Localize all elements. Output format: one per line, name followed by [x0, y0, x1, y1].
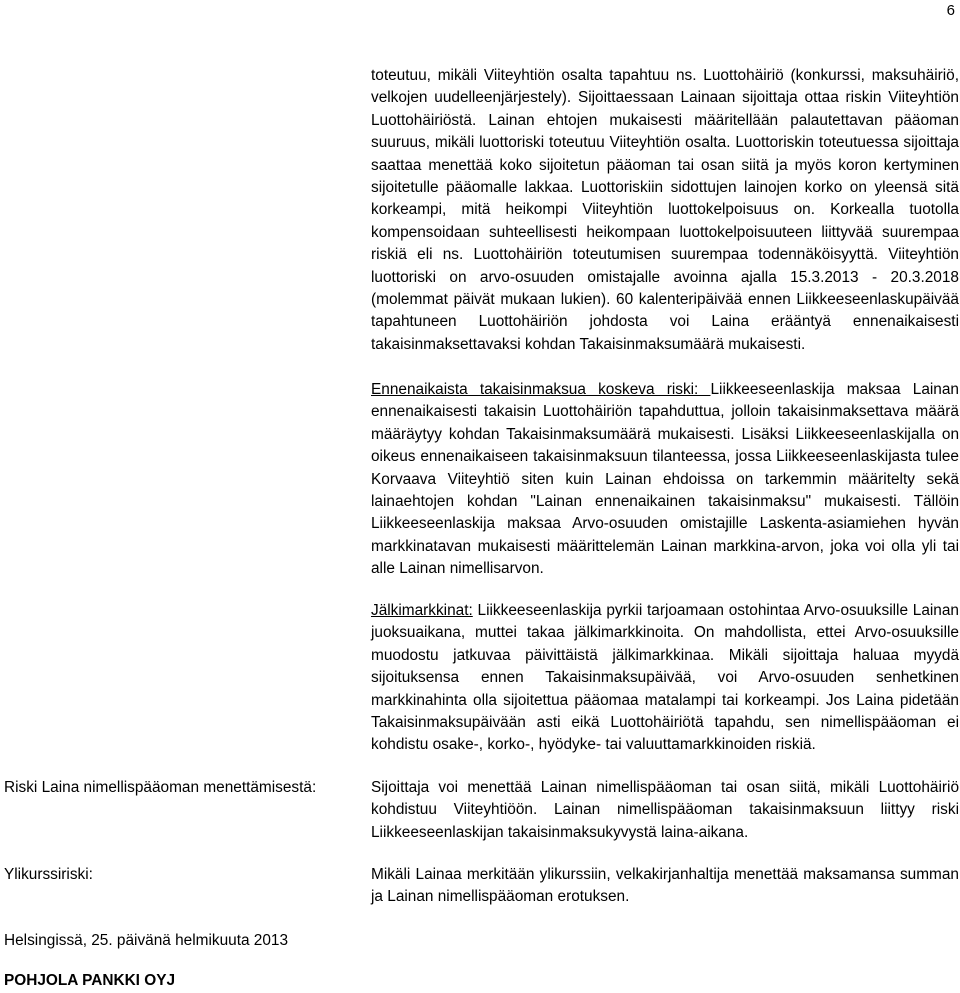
signature-date: Helsingissä, 25. päivänä helmikuuta 2013	[4, 932, 289, 949]
overprice-risk-text: Mikäli Lainaa merkitään ylikurssiin, velkakirjanhaltija menettää maksamansa summan ja Lainan nimellispääoman erotuksen.	[371, 866, 959, 906]
overprice-risk-label: Ylikurssiriski:	[4, 866, 93, 883]
early-repayment-text: Liikkeeseenlaskija maksaa Lainan ennenaikaisesti takaisin Luottohäiriön tapahduttua, jolloin takaisinmaksettava määrä määräytyy kohdan Takaisinmaksumäärä mukaisesti. Lisäksi Liikkeeseenlaskijalla on oikeus ennenaikaiseen takaisinmaksuun tilanteessa, jossa Liikkeeseenlaskijasta tulee Korvaava Viiteyhtiö siten kuin Lainan ehdoissa on tarkemmin määritelty sekä lainaehtojen kohdan "Lainan ennenaikainen takaisinmaksu" mukaisesti. Tällöin Liikkeeseenlaskija maksaa Arvo-osuuden omistajille Laskenta-asiamiehen hyvän markkinatavan mukaisesti määrittelemän Lainan markkina-arvon, joka voi olla yli tai alle Lainan nimellisarvon.	[371, 381, 959, 578]
principal-loss-text: Sijoittaja voi menettää Lainan nimellispääoman tai osan siitä, mikäli Luottohäiriö kohdistuu Viiteyhtiöön. Lainan nimellispääoman takaisinmaksuun liittyy riski Liikkeeseenlaskijan takaisinmaksukyvystä laina-aikana.	[371, 779, 959, 841]
principal-loss-label: Riski Laina nimellispääoman menettämisestä:	[4, 779, 317, 796]
company-name: POHJOLA PANKKI OYJ	[4, 972, 176, 989]
page-number: 6	[946, 2, 955, 19]
paragraph-early-repayment-risk	[371, 379, 959, 581]
paragraph-credit-risk-continuation: toteutuu, mikäli Viiteyhtiön osalta tapahtuu ns. Luottohäiriö (konkurssi, maksuhäiriö, velkojen uudelleenjärjestely). Sijoittaessaan Lainaan sijoittaja ottaa riskin Viiteyhtiön Luottohäiriöstä. Lainan ehtojen mukaisesti määritellään palautettavan pääoman suuruus, mikäli luottoriski toteutuu Viiteyhtiön osalta. Luottoriskin toteutuessa sijoittaja saattaa menettää koko sijoitetun pääoman tai osan siitä ja myös koron kertyminen sijoitetulle pääomalle lakkaa. Luottoriskiin sidottujen lainojen korko on yleensä sitä korkeampi, mitä heikompi Viiteyhtiön luottokelpoisuus on. Korkealla tuotolla kompensoidaan suhteellisesti heikompaan luottokelpoisuuteen liittyvää suurempaa riskiä eli ns. Luottohäiriön toteutumisen suurempaa todennäköisyyttä. Viiteyhtiön luottoriski on arvo-osuuden omistajalle avoinna ajalla 15.3.2013 - 20.3.2018 (molemmat päivät mukaan lukien). 60 kalenteripäivää ennen Liikkeeseenlaskupäivää tapahtuneen Luottohäiriön johdosta voi Laina erääntyä ennenaikaisesti takaisinmaksettavaksi kohdan Takaisinmaksumäärä mukaisesti.	[371, 67, 959, 353]
secondary-market-text: Liikkeeseenlaskija pyrkii tarjoamaan ostohintaa Arvo-osuuksille Lainan juoksuaikana, muttei takaa jälkimarkkinoita. On mahdollista, ettei Arvo-osuuksille muodostu jatkuvaa päivittäistä jälkimarkkinaa. Mikäli sijoittaja haluaa myydä sijoituksensa ennen Takaisinmaksupäivää, voi Arvo-osuuden senhetkinen markkinahinta olla sijoitettua pääomaa matalampi tai korkeampi. Jos Laina pidetään Takaisinmaksupäivään asti eikä Luottohäiriötä tapahdu, sen nimellispääoman ei kohdistu osake-, korko-, hyödyke- tai valuuttamarkkinoiden riskiä.	[371, 602, 959, 754]
early-repayment-heading: Ennenaikaista takaisinmaksua koskeva riski:	[371, 381, 711, 398]
secondary-market-heading: Jälkimarkkinat:	[371, 602, 473, 619]
paragraph-secondary-market	[371, 600, 959, 757]
